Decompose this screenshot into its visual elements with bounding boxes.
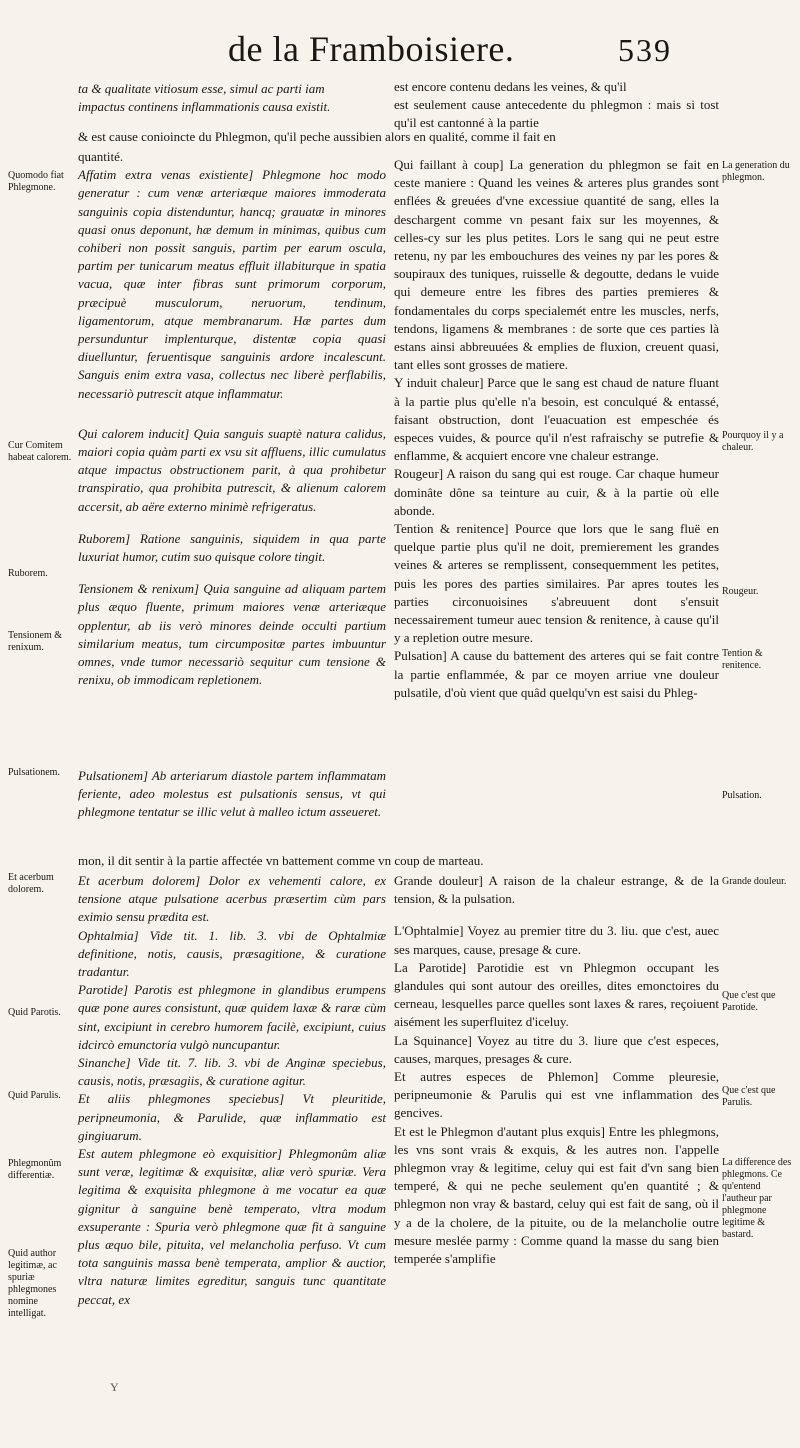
margin-note: Phlegmonûm differentiæ. [8,1158,62,1181]
margin-note: Ruborem. [8,568,48,579]
commentary-pulsatio: Pulsationem] Ab arteriarum diastole partem inflammatam feriente, adeo molestus est pulsationis sensus, vt qui phlegmone tentatur se illic velut à malleo ictum asseueret. [78,768,386,820]
commentary-ophtalmie: L'Ophtalmie] Voyez au premier titre du 3. liu. que c'est, auec ses marques, cause, presage & cure. [394,923,719,957]
commentary-sinanche: Sinanche] Vide tit. 7. lib. 3. vbi de Anginæ speciebus, causis, notis, præsagiis, & curatione agitur. [78,1055,386,1089]
margin-note: Quid Parulis. [8,1090,61,1101]
latin-column-lower [78,872,386,1309]
commentary-rougeur: Rougeur] A raison du sang qui est rouge. Car chaque humeur dominâte dône sa teinture au cuir, & à la partie où elle abonde. [394,466,719,518]
french-column-lower [394,872,719,1268]
margin-note: Tensionem & renixum. [8,630,63,653]
commentary-tention: Tention & renitence] Pource que lors que le sang fluë en quelque partie plus qu'il ne doit, premierement les grandes veines & arteres se remplissent, consequemment les petites, puis les pores des parties similaires. Par apres toutes les parties circonuoisines s'abreuuent dont s'ensuit necessairement tumeur auec tension & renitence, à cause qu'il y a repletion outre mesure. [394,521,719,646]
commentary-calor: Qui calorem inducit] Quia sanguis suaptè natura calidus, maiori copia quàm parti ex vsu sit affluens, illic cumulatus atque impactus obstructionem parit, à qua prohibetur transpiratio, qua prohibita putrescit, & alienum calorem accersit, ab aëre externo minimè refrigeratus. [78,425,386,514]
margin-note: Que c'est que Parulis. [722,1085,776,1108]
margin-note: Cur Comitem habeat calorem. [8,440,72,463]
page-number: 539 [618,32,672,68]
margin-note: Grande douleur. [722,876,787,887]
commentary-tensio: Tensionem & renixum] Quia sanguine ad aliquam partem plus æquo fluente, primum maiores venæ arteriæque opplentur, ab iis verò minores deinde occulti partium similarium meatus, tum circumpositæ partes imbuuntur omnes, vnde tumor necessariò sequitur cum tensione & renixu, ob immodicam repletionem. [78,581,386,688]
commentary-quomodo: Affatim extra venas existiente] Phlegmone hoc modo generatur : cum venæ arteriæque maiores immoderata sanguinis copia distenduntur, hancq; grauatæ in minores quasi onus deponunt, hæ demum in minimas, quibus cum cohiberi non possit sanguis, partim per earum oscula, partim per tunicarum meatus effluit illabiturque in spatia vacua, quæ inter fibras sunt primorum corporum, præcipuè musculorum, neruorum, tendinum, ligamentorum, atque membranarum. Hæ partes dum persunduntur implenturque, distentæ copia quasi diuelluntur, feruentisque sanguinis ardore incalescunt. Sanguis enim extra vasa, collectus nec liberè perflabilis, necessariò putrescit atque inflammatur. [78,167,386,401]
latin-column [78,148,386,689]
page-header [0,28,800,78]
latin-line: ta & qualitate vitiosum esse, simul ac parti iam [78,81,325,96]
margin-note: Pourquoy il y a chaleur. [722,430,784,453]
margin-note: Quomodo fiat Phlegmone. [8,170,64,193]
commentary-differentia: Est autem phlegmone eò exquisitior] Phlegmonûm aliæ sunt veræ, legitimæ & exquisitæ, aliæ verò spuriæ. Vera legitima & exquisita phlegmone à me vocatur ea quæ gignitur à sanguine benè temperato, vltra modum exsuperante : Spuria verò phlegmone quæ fit à sanguine plus æquo bile, pituita, vel melancholia perfuso. Vt cum tota sanguinis massa benè temperata, amplior & auctior, vltra naturæ limites egreditur, sanguis tunc quantitate peccat, ex [78,1146,386,1307]
margin-note: Quid Parotis. [8,1007,61,1018]
commentary-chaleur: Y induit chaleur] Parce que le sang est chaud de nature fluant à la partie plus qu'elle n'a besoin, est conculqué & entassé, faisant obstruction, dont l'euacuation est empeschée és especes vuides, & pource qu'il n'est rafraischy se putrefie & enflamme, & acquiert encore vne chaleur estrange. [394,375,719,464]
spanning-line: & est cause conioincte du Phlegmon, qu'il peche aussibien alors en qualité, comme il fait en [78,129,556,144]
commentary-parulis: Et aliis phlegmones speciebus] Vt pleuritide, peripneumonia, & Parulide, quæ inflammatio est gingiuarum. [78,1091,386,1143]
commentary-especes: Et autres especes de Phlemon] Comme pleuresie, peripneumonie & Parulis qui est vne inflammation des gencives. [394,1069,719,1121]
signature-mark: Y [110,1380,119,1394]
french-column-top [394,78,719,133]
commentary-douleur: Grande douleur] A raison de la chaleur estrange, & de la tension, & la pulsation. [394,873,719,907]
commentary-pulsation: Pulsation] A cause du battement des arteres qui se fait contre la partie enflammée, & par ce moyen arriue vne douleur pulsatile, d'où vient que quâd quelqu'vn est saisi du Phleg- [394,648,719,700]
margin-note: Et acerbum dolorem. [8,872,54,895]
commentary-generation: Qui faillant à coup] La generation du phlegmon se fait en ceste maniere : Quand les veines & arteres plus grandes sont enflées & greuées d'vne excessiue quantité de sang, elles la deschargent comme vn pesant faix sur les moyennes, & celles-cy sur les plus petites. Lors le sang qui ne peut estre retenu, ny par les embouchures des veines ny par les pores & soupiraux des tuniques, ruisselle & degoutte, dedans le vuide qui demeure entre les fibres des parties premieres & fondamentales du corps specialemét entre les muscles, nerfs, tendons, ligamens & membranes : de sorte que ces parties là estans ainsi abbreuuées & emplies de fluxion, creuent quasi, tant elles sont grosses de matiere. [394,157,719,373]
latin-column-pulsatio [78,767,386,822]
spanning-line-mon: mon, il dit sentir à la partie affectée vn battement comme vn coup de marteau. [78,853,484,868]
french-line: est encore contenu dedans les veines, & qu'il [394,79,627,94]
margin-note: La generation du phlegmon. [722,160,790,183]
french-column [394,156,719,702]
commentary-squinance: La Squinance] Voyez au titre du 3. liure que c'est especes, causes, marques, presages & cure. [394,1032,719,1066]
margin-note: Pulsationem. [8,767,60,778]
right-margin-notes [722,0,794,1448]
running-title: de la Framboisiere. [228,29,515,69]
commentary-ophtalmia: Ophtalmia] Vide tit. 1. lib. 3. vbi de Ophtalmiæ definitione, notis, causis, præsagitione, & curatione tradantur. [78,927,386,980]
margin-note: Que c'est que Parotide. [722,990,776,1013]
margin-note: Tention & renitence. [722,648,763,671]
latin-column-top [78,80,386,116]
margin-note: Pulsation. [722,790,762,801]
commentary-exquis: Et est le Phlegmon d'autant plus exquis] Entre les phlegmons, les vns sont vrais & exquis, & les autres non. I'appelle phlegmon vray & legitime, celuy qui est fait d'vn sang bien temperé, & qui ne peche seulement qu'en quantité ; & phlegmon non vray & bastard, celuy qui est fait de sang, où il y a de la cholere, de la pituite, ou de la melancholie outre mesure meslée parmy : Comme quand la masse du sang bien temperée s'amplifie [394,1123,719,1267]
latin-line: impactus continens inflammationis causa existit. [78,99,331,115]
commentary-rubor: Ruborem] Ratione sanguinis, siquidem in qua parte luxuriat humor, cutim suo quisque colore tingit. [78,530,386,565]
margin-note: Quid author legitimæ, ac spuriæ phlegmones nomine intelligat. [8,1248,57,1319]
margin-note: La difference des phlegmons. Ce qu'entend l'autheur par phlegmone legitime & bastard. [722,1157,792,1240]
commentary-parotide: La Parotide] Parotidie est vn Phlegmon occupant les glandules qui sont autour des oreilles, dites emonctoires du cerneau, lesquelles parce quelles sont laxes & rares, reçoiuent aisément les superfluitez d'iceluy. [394,959,719,1030]
commentary-parotis: Parotide] Parotis est phlegmone in glandibus erumpens quæ pone aures consistunt, quæ quidem laxæ & raræ cùm sint, excipiunt in cerebro humorem facilè, excipiunt, cuius idcircò emunctoria vulgò nuncupantur. [78,982,386,1052]
french-line: est seulement cause antecedente du phlegmon : mais si tost qu'il est cantonné à la partie [394,97,719,131]
margin-note: Rougeur. [722,586,759,597]
left-margin-notes [8,0,74,1448]
commentary-dolor: Et acerbum dolorem] Dolor ex vehementi calore, ex tensione atque pulsatione acerbus præsertim cùm pars eximio sensu prædita est. [78,873,386,925]
quantity-line: quantité. [78,149,124,164]
